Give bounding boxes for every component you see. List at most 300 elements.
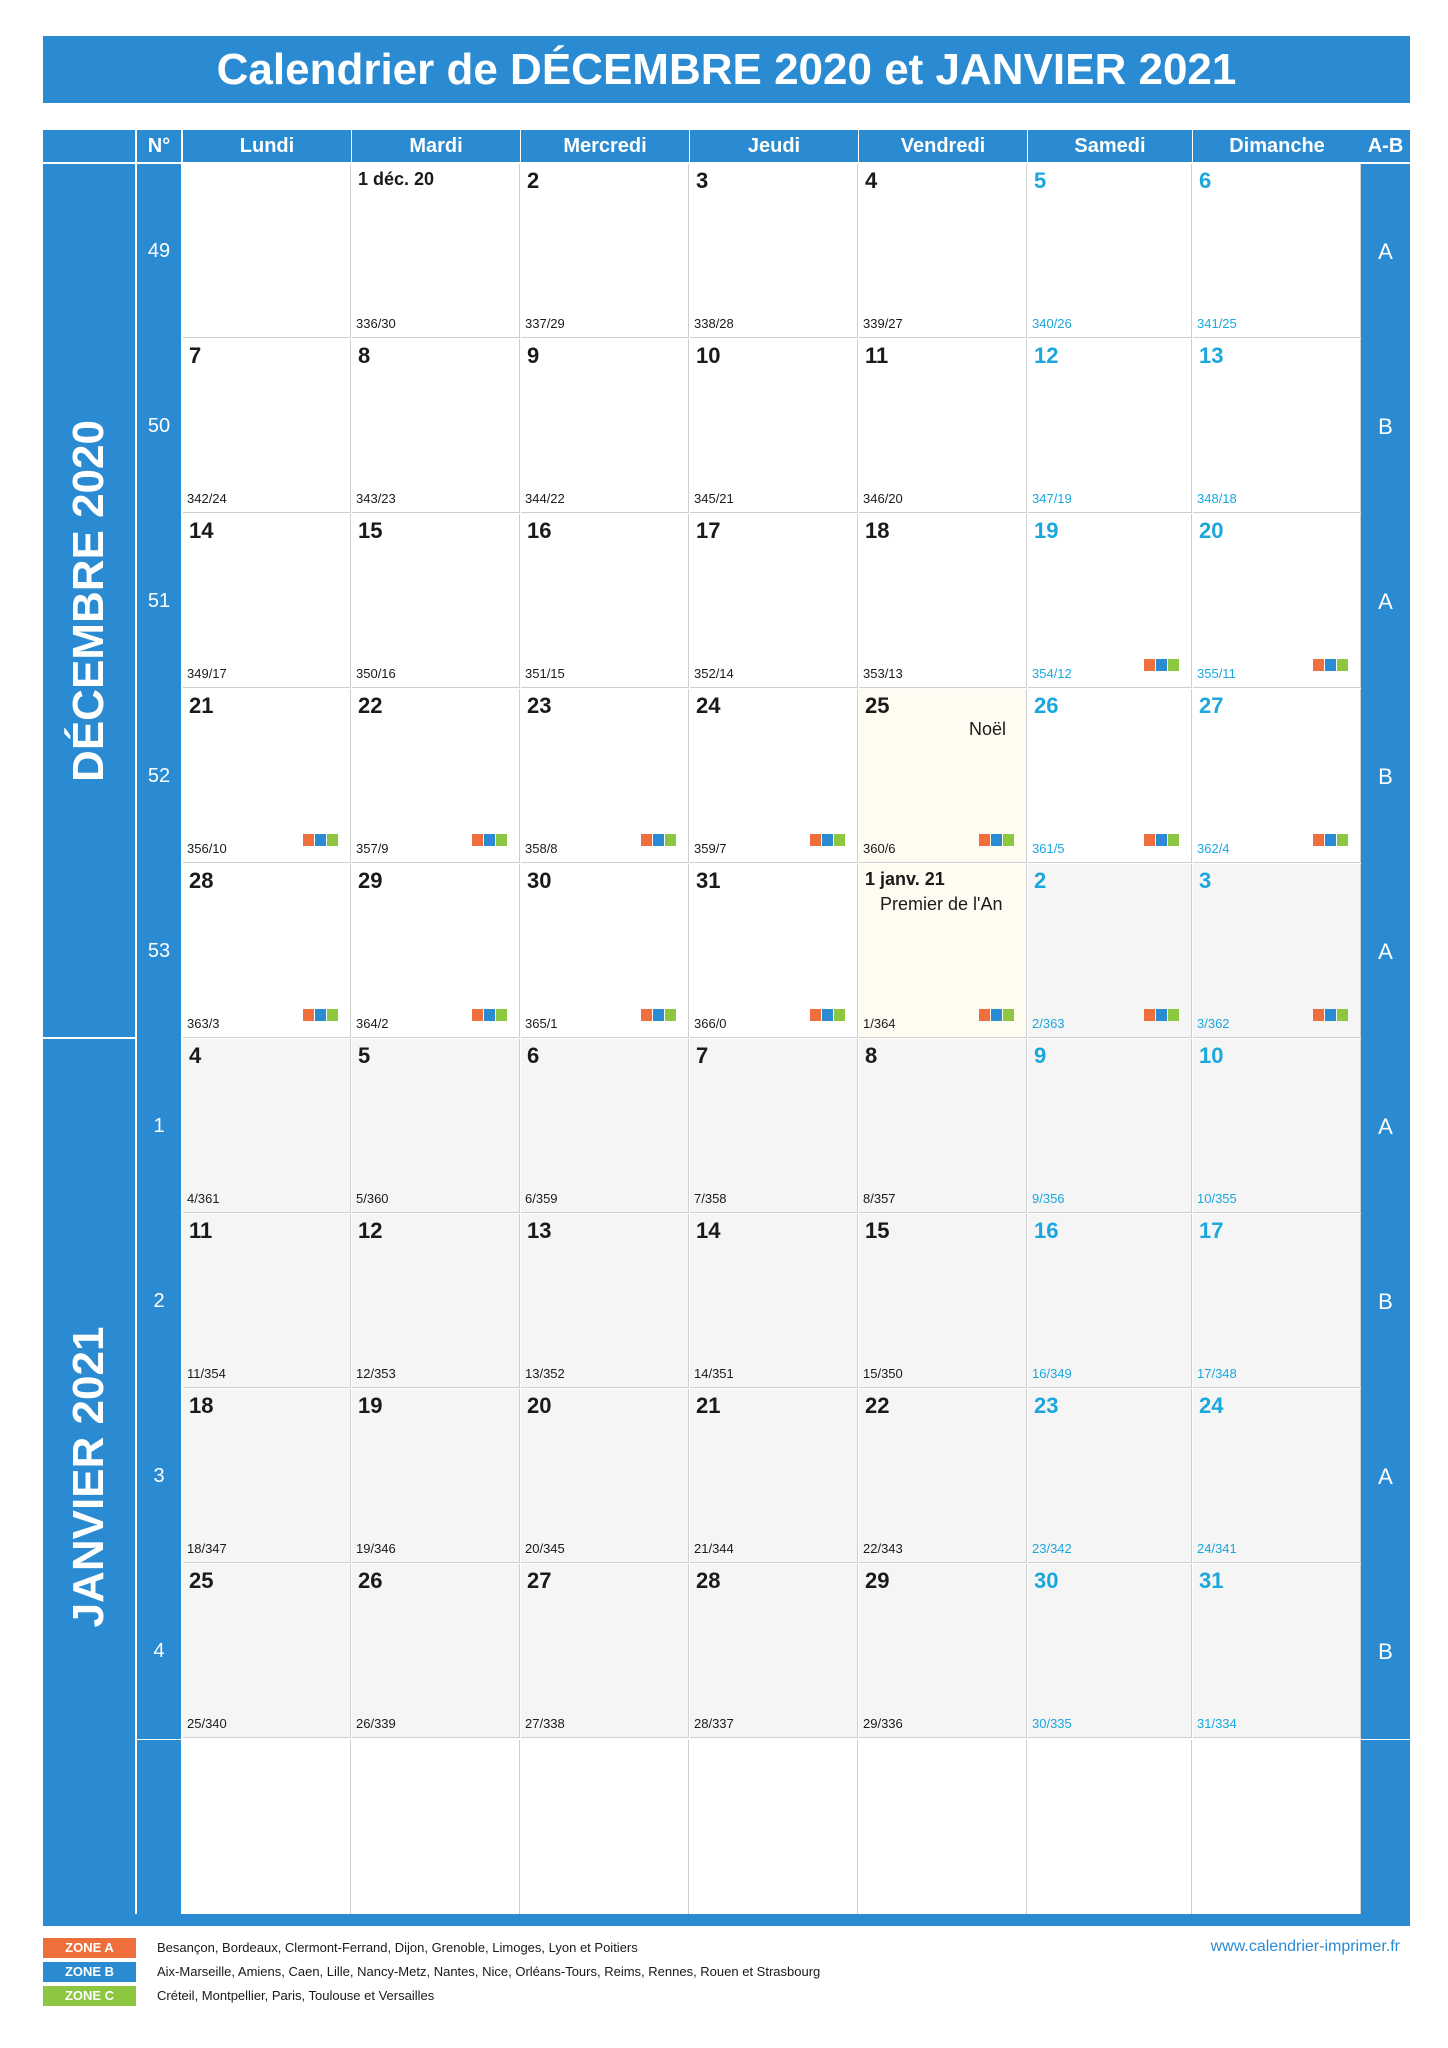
header-day-samedi: Samedi xyxy=(1028,130,1192,162)
zone-c-square xyxy=(665,834,676,846)
day-number: 27 xyxy=(1199,693,1224,718)
day-cell-empty[interactable] xyxy=(183,164,351,338)
day-of-year: 337/29 xyxy=(525,316,565,331)
day-of-year: 346/20 xyxy=(863,491,903,506)
day-cell[interactable] xyxy=(521,164,689,338)
day-cell[interactable] xyxy=(1193,1214,1361,1388)
day-cell[interactable] xyxy=(1028,164,1192,338)
day-of-year: 352/14 xyxy=(694,666,734,681)
zone-cities: Créteil, Montpellier, Paris, Toulouse et Versailles xyxy=(157,1988,435,2003)
day-cell[interactable] xyxy=(690,1214,858,1388)
day-cell[interactable] xyxy=(1028,689,1192,863)
day-of-year: 25/340 xyxy=(187,1716,227,1731)
zone-b-square xyxy=(991,1009,1002,1021)
day-cell-empty xyxy=(352,1740,520,1914)
day-number: 1 janv. 21 xyxy=(865,869,945,889)
week-number: 53 xyxy=(137,864,181,1039)
day-cell[interactable] xyxy=(859,339,1027,513)
day-of-year: 359/7 xyxy=(694,841,727,856)
day-number: 26 xyxy=(358,1568,383,1593)
week-number: 49 xyxy=(137,164,181,339)
header-day-vendredi: Vendredi xyxy=(859,130,1027,162)
zone-a-square xyxy=(1313,834,1324,846)
header-week-number: N° xyxy=(137,130,181,162)
day-number: 3 xyxy=(1199,868,1212,893)
ab-week-label: A xyxy=(1361,514,1410,689)
zone-a-square xyxy=(472,1009,483,1021)
zone-a-square xyxy=(641,834,652,846)
day-of-year: 354/12 xyxy=(1032,666,1072,681)
day-number: 19 xyxy=(1034,518,1059,543)
zone-b-square xyxy=(653,834,664,846)
day-of-year: 342/24 xyxy=(187,491,227,506)
day-of-year: 5/360 xyxy=(356,1191,389,1206)
day-cell[interactable] xyxy=(183,1564,351,1738)
day-cell[interactable] xyxy=(859,689,1027,863)
day-number: 5 xyxy=(358,1043,371,1068)
day-cell[interactable] xyxy=(1193,1564,1361,1738)
day-of-year: 339/27 xyxy=(863,316,903,331)
day-cell-empty xyxy=(690,1740,858,1914)
day-of-year: 338/28 xyxy=(694,316,734,331)
zone-a-square xyxy=(979,834,990,846)
day-of-year: 10/355 xyxy=(1197,1191,1237,1206)
vacation-zones-indicator xyxy=(472,1009,507,1021)
day-number: 7 xyxy=(189,343,202,368)
day-number: 8 xyxy=(358,343,371,368)
day-number: 24 xyxy=(696,693,721,718)
day-number: 6 xyxy=(1199,168,1212,193)
day-number: 16 xyxy=(527,518,552,543)
zone-a-square xyxy=(1144,834,1155,846)
day-of-year: 358/8 xyxy=(525,841,558,856)
day-cell-empty xyxy=(859,1740,1027,1914)
day-of-year: 29/336 xyxy=(863,1716,903,1731)
week-number: 50 xyxy=(137,339,181,514)
day-cell[interactable] xyxy=(521,514,689,688)
vacation-zones-indicator xyxy=(1144,834,1179,846)
day-cell[interactable] xyxy=(690,164,858,338)
day-number: 30 xyxy=(1034,1568,1059,1593)
day-cell[interactable] xyxy=(521,1039,689,1213)
vacation-zones-indicator xyxy=(1313,1009,1348,1021)
bottom-bar xyxy=(43,1914,1410,1926)
month-label-december: DÉCEMBRE 2020 xyxy=(64,419,113,782)
day-of-year: 365/1 xyxy=(525,1016,558,1031)
day-number: 20 xyxy=(527,1393,552,1418)
day-number: 13 xyxy=(527,1218,552,1243)
ab-week-label: A xyxy=(1361,164,1410,339)
day-of-year: 28/337 xyxy=(694,1716,734,1731)
day-of-year: 30/335 xyxy=(1032,1716,1072,1731)
day-cell[interactable] xyxy=(521,339,689,513)
ab-week-label: A xyxy=(1361,864,1410,1039)
zone-a-square xyxy=(1144,1009,1155,1021)
month-label-january: JANVIER 2021 xyxy=(64,1326,113,1627)
day-cell[interactable] xyxy=(859,1039,1027,1213)
day-number: 1 déc. 20 xyxy=(358,169,435,189)
day-number: 20 xyxy=(1199,518,1224,543)
day-of-year: 9/356 xyxy=(1032,1191,1065,1206)
day-number: 12 xyxy=(1034,343,1059,368)
vacation-zones-indicator xyxy=(641,834,676,846)
day-number: 12 xyxy=(358,1218,383,1243)
day-cell[interactable] xyxy=(183,864,351,1038)
zone-b-square xyxy=(1156,659,1167,671)
day-number: 15 xyxy=(358,518,383,543)
week-number: 1 xyxy=(137,1039,181,1214)
zone-c-square xyxy=(327,1009,338,1021)
day-number: 10 xyxy=(1199,1043,1224,1068)
day-cell[interactable] xyxy=(690,689,858,863)
day-cell[interactable] xyxy=(1193,1389,1361,1563)
day-cell[interactable] xyxy=(1193,1039,1361,1213)
zone-b-square xyxy=(484,1009,495,1021)
header-day-jeudi: Jeudi xyxy=(690,130,858,162)
day-of-year: 12/353 xyxy=(356,1366,396,1381)
vacation-zones-indicator xyxy=(1313,834,1348,846)
day-number: 29 xyxy=(358,868,383,893)
day-of-year: 1/364 xyxy=(863,1016,896,1031)
zone-badge: ZONE C xyxy=(43,1986,136,2006)
vacation-zones-indicator xyxy=(1144,659,1179,671)
zone-c-square xyxy=(1337,659,1348,671)
day-of-year: 343/23 xyxy=(356,491,396,506)
header-day-dimanche: Dimanche xyxy=(1193,130,1361,162)
day-number: 6 xyxy=(527,1043,540,1068)
day-cell[interactable] xyxy=(859,164,1027,338)
day-number: 23 xyxy=(1034,1393,1059,1418)
day-number: 28 xyxy=(696,1568,721,1593)
day-cell[interactable] xyxy=(690,514,858,688)
holiday-name: Premier de l'An xyxy=(880,894,1003,914)
zone-c-square xyxy=(496,1009,507,1021)
ab-week-label: A xyxy=(1361,1389,1410,1564)
day-cell[interactable] xyxy=(352,514,520,688)
day-cell[interactable] xyxy=(521,1389,689,1563)
zone-b-square xyxy=(1325,834,1336,846)
day-cell-empty xyxy=(183,1740,351,1914)
day-of-year: 361/5 xyxy=(1032,841,1065,856)
day-of-year: 18/347 xyxy=(187,1541,227,1556)
day-number: 21 xyxy=(696,1393,721,1418)
day-of-year: 356/10 xyxy=(187,841,227,856)
zone-b-square xyxy=(653,1009,664,1021)
day-cell[interactable] xyxy=(183,1389,351,1563)
day-of-year: 16/349 xyxy=(1032,1366,1072,1381)
holiday-name: Noël xyxy=(968,719,1006,739)
vacation-zones-indicator xyxy=(303,1009,338,1021)
day-number: 17 xyxy=(1199,1218,1224,1243)
day-cell[interactable] xyxy=(521,689,689,863)
day-number: 23 xyxy=(527,693,552,718)
zone-b-square xyxy=(822,1009,833,1021)
header-day-lundi: Lundi xyxy=(183,130,351,162)
day-of-year: 15/350 xyxy=(863,1366,903,1381)
day-number: 25 xyxy=(865,693,890,718)
day-of-year: 8/357 xyxy=(863,1191,896,1206)
day-number: 3 xyxy=(696,168,709,193)
day-number: 31 xyxy=(696,868,721,893)
day-cell[interactable] xyxy=(352,1389,520,1563)
zone-c-square xyxy=(1168,1009,1179,1021)
day-cell[interactable] xyxy=(1028,1389,1192,1563)
day-of-year: 366/0 xyxy=(694,1016,727,1031)
day-cell-empty xyxy=(521,1740,689,1914)
day-cell[interactable] xyxy=(1028,514,1192,688)
day-cell[interactable] xyxy=(183,689,351,863)
day-number: 16 xyxy=(1034,1218,1059,1243)
day-of-year: 4/361 xyxy=(187,1191,220,1206)
zone-c-square xyxy=(834,1009,845,1021)
vacation-zones-indicator xyxy=(1144,1009,1179,1021)
zone-b-square xyxy=(315,1009,326,1021)
day-cell[interactable] xyxy=(1193,514,1361,688)
day-number: 9 xyxy=(527,343,540,368)
header-day-mardi: Mardi xyxy=(352,130,520,162)
day-number: 25 xyxy=(189,1568,214,1593)
day-number: 29 xyxy=(865,1568,890,1593)
day-cell[interactable] xyxy=(352,339,520,513)
day-cell[interactable] xyxy=(859,1389,1027,1563)
day-cell[interactable] xyxy=(183,1214,351,1388)
day-of-year: 350/16 xyxy=(356,666,396,681)
day-cell[interactable] xyxy=(352,164,520,338)
day-of-year: 21/344 xyxy=(694,1541,734,1556)
day-cell[interactable] xyxy=(352,864,520,1038)
day-number: 11 xyxy=(189,1218,213,1243)
day-of-year: 2/363 xyxy=(1032,1016,1065,1031)
zone-a-square xyxy=(1313,659,1324,671)
zone-c-square xyxy=(834,834,845,846)
day-of-year: 11/354 xyxy=(187,1366,226,1381)
day-number: 17 xyxy=(696,518,721,543)
week-number: 4 xyxy=(137,1564,181,1739)
day-number: 19 xyxy=(358,1393,383,1418)
day-of-year: 24/341 xyxy=(1197,1541,1237,1556)
day-number: 15 xyxy=(865,1218,890,1243)
zone-a-square xyxy=(303,1009,314,1021)
zone-b-square xyxy=(484,834,495,846)
day-cell[interactable] xyxy=(690,339,858,513)
vacation-zones-indicator xyxy=(303,834,338,846)
vacation-zones-indicator xyxy=(979,834,1014,846)
day-cell[interactable] xyxy=(859,864,1027,1038)
vacation-zones-indicator xyxy=(472,834,507,846)
page-title: Calendrier de DÉCEMBRE 2020 et JANVIER 2021 xyxy=(43,36,1410,103)
day-number: 4 xyxy=(865,168,878,193)
day-number: 27 xyxy=(527,1568,552,1593)
day-of-year: 347/19 xyxy=(1032,491,1072,506)
day-cell[interactable] xyxy=(1193,339,1361,513)
day-cell[interactable] xyxy=(1028,339,1192,513)
day-cell[interactable] xyxy=(1028,1214,1192,1388)
zone-a-square xyxy=(810,1009,821,1021)
day-of-year: 349/17 xyxy=(187,666,227,681)
day-number: 28 xyxy=(189,868,214,893)
day-of-year: 363/3 xyxy=(187,1016,220,1031)
day-of-year: 362/4 xyxy=(1197,841,1230,856)
day-of-year: 26/339 xyxy=(356,1716,396,1731)
day-cell[interactable] xyxy=(521,864,689,1038)
month-band-january xyxy=(43,1039,135,1914)
day-cell[interactable] xyxy=(183,339,351,513)
month-band-december xyxy=(43,164,135,1037)
day-number: 9 xyxy=(1034,1043,1047,1068)
zone-c-square xyxy=(1337,834,1348,846)
header-spacer xyxy=(43,130,135,162)
day-of-year: 360/6 xyxy=(863,841,896,856)
vacation-zones-indicator xyxy=(810,834,845,846)
zone-a-square xyxy=(303,834,314,846)
day-cell[interactable] xyxy=(352,689,520,863)
zone-b-square xyxy=(315,834,326,846)
day-of-year: 22/343 xyxy=(863,1541,903,1556)
day-of-year: 27/338 xyxy=(525,1716,565,1731)
day-number: 22 xyxy=(865,1393,890,1418)
vacation-zones-indicator xyxy=(810,1009,845,1021)
day-number: 13 xyxy=(1199,343,1224,368)
zone-cities: Besançon, Bordeaux, Clermont-Ferrand, Dijon, Grenoble, Limoges, Lyon et Poitiers xyxy=(157,1940,638,1955)
day-number: 11 xyxy=(865,343,889,368)
day-cell[interactable] xyxy=(859,1564,1027,1738)
day-of-year: 364/2 xyxy=(356,1016,389,1031)
zone-a-square xyxy=(810,834,821,846)
zone-a-square xyxy=(641,1009,652,1021)
zone-c-square xyxy=(1003,1009,1014,1021)
day-cell[interactable] xyxy=(183,1039,351,1213)
day-cell[interactable] xyxy=(1028,1564,1192,1738)
week-number: 3 xyxy=(137,1389,181,1564)
day-of-year: 336/30 xyxy=(356,316,396,331)
zone-c-square xyxy=(1337,1009,1348,1021)
zone-b-square xyxy=(1156,834,1167,846)
day-of-year: 345/21 xyxy=(694,491,734,506)
day-cell[interactable] xyxy=(690,864,858,1038)
day-of-year: 348/18 xyxy=(1197,491,1237,506)
zone-c-square xyxy=(496,834,507,846)
day-number: 30 xyxy=(527,868,552,893)
day-cell[interactable] xyxy=(690,1389,858,1563)
day-of-year: 31/334 xyxy=(1197,1716,1237,1731)
day-number: 8 xyxy=(865,1043,878,1068)
vacation-zones-indicator xyxy=(641,1009,676,1021)
zone-c-square xyxy=(327,834,338,846)
ab-week-label: B xyxy=(1361,1564,1410,1739)
day-number: 2 xyxy=(1034,868,1047,893)
day-number: 21 xyxy=(189,693,214,718)
day-number: 22 xyxy=(358,693,383,718)
day-of-year: 17/348 xyxy=(1197,1366,1237,1381)
day-of-year: 13/352 xyxy=(525,1366,565,1381)
day-number: 14 xyxy=(696,1218,721,1243)
day-cell[interactable] xyxy=(352,1039,520,1213)
zone-b-square xyxy=(1325,659,1336,671)
day-of-year: 355/11 xyxy=(1197,666,1236,681)
day-of-year: 341/25 xyxy=(1197,316,1237,331)
day-number: 26 xyxy=(1034,693,1059,718)
day-cell[interactable] xyxy=(352,1564,520,1738)
zone-c-square xyxy=(1168,659,1179,671)
week-number: 52 xyxy=(137,689,181,864)
day-cell[interactable] xyxy=(1193,689,1361,863)
zone-b-square xyxy=(991,834,1002,846)
day-cell-empty xyxy=(1193,1740,1361,1914)
vacation-zones-indicator xyxy=(979,1009,1014,1021)
week-number-empty xyxy=(137,1740,181,1915)
ab-week-label: B xyxy=(1361,689,1410,864)
ab-week-label: A xyxy=(1361,1039,1410,1214)
week-number: 2 xyxy=(137,1214,181,1389)
day-number: 4 xyxy=(189,1043,202,1068)
day-of-year: 14/351 xyxy=(694,1366,734,1381)
day-cell[interactable] xyxy=(352,1214,520,1388)
zone-a-square xyxy=(472,834,483,846)
zone-b-square xyxy=(1325,1009,1336,1021)
day-cell[interactable] xyxy=(690,1564,858,1738)
website-link[interactable]: www.calendrier-imprimer.fr xyxy=(1210,1938,1400,1955)
day-of-year: 3/362 xyxy=(1197,1016,1230,1031)
day-cell[interactable] xyxy=(521,1214,689,1388)
day-cell[interactable] xyxy=(859,514,1027,688)
day-of-year: 19/346 xyxy=(356,1541,396,1556)
ab-week-label: B xyxy=(1361,1214,1410,1389)
day-cell[interactable] xyxy=(690,1039,858,1213)
day-of-year: 20/345 xyxy=(525,1541,565,1556)
zone-c-square xyxy=(665,1009,676,1021)
header-ab: A-B xyxy=(1361,130,1410,162)
day-number: 10 xyxy=(696,343,721,368)
day-number: 18 xyxy=(865,518,890,543)
day-number: 24 xyxy=(1199,1393,1224,1418)
day-of-year: 6/359 xyxy=(525,1191,558,1206)
day-cell[interactable] xyxy=(1193,164,1361,338)
ab-empty xyxy=(1361,1740,1410,1915)
zone-badge: ZONE B xyxy=(43,1962,136,1982)
header-day-mercredi: Mercredi xyxy=(521,130,689,162)
day-number: 18 xyxy=(189,1393,214,1418)
zone-a-square xyxy=(1144,659,1155,671)
day-number: 31 xyxy=(1199,1568,1224,1593)
zone-c-square xyxy=(1168,834,1179,846)
day-of-year: 340/26 xyxy=(1032,316,1072,331)
zone-cities: Aix-Marseille, Amiens, Caen, Lille, Nancy-Metz, Nantes, Nice, Orléans-Tours, Reims, Rennes, Rouen et Strasbourg xyxy=(157,1964,821,1979)
day-cell[interactable] xyxy=(521,1564,689,1738)
day-of-year: 351/15 xyxy=(525,666,565,681)
zone-c-square xyxy=(1003,834,1014,846)
day-cell[interactable] xyxy=(859,1214,1027,1388)
day-number: 5 xyxy=(1034,168,1047,193)
vacation-zones-indicator xyxy=(1313,659,1348,671)
day-number: 7 xyxy=(696,1043,709,1068)
day-number: 14 xyxy=(189,518,214,543)
day-cell[interactable] xyxy=(1028,864,1192,1038)
day-of-year: 344/22 xyxy=(525,491,565,506)
week-number: 51 xyxy=(137,514,181,689)
day-cell[interactable] xyxy=(183,514,351,688)
ab-week-label: B xyxy=(1361,339,1410,514)
day-cell[interactable] xyxy=(1193,864,1361,1038)
day-cell-empty xyxy=(1028,1740,1192,1914)
day-of-year: 357/9 xyxy=(356,841,389,856)
zone-b-square xyxy=(1156,1009,1167,1021)
day-of-year: 23/342 xyxy=(1032,1541,1072,1556)
zone-a-square xyxy=(1313,1009,1324,1021)
day-cell[interactable] xyxy=(1028,1039,1192,1213)
zone-a-square xyxy=(979,1009,990,1021)
day-of-year: 353/13 xyxy=(863,666,903,681)
day-of-year: 7/358 xyxy=(694,1191,727,1206)
